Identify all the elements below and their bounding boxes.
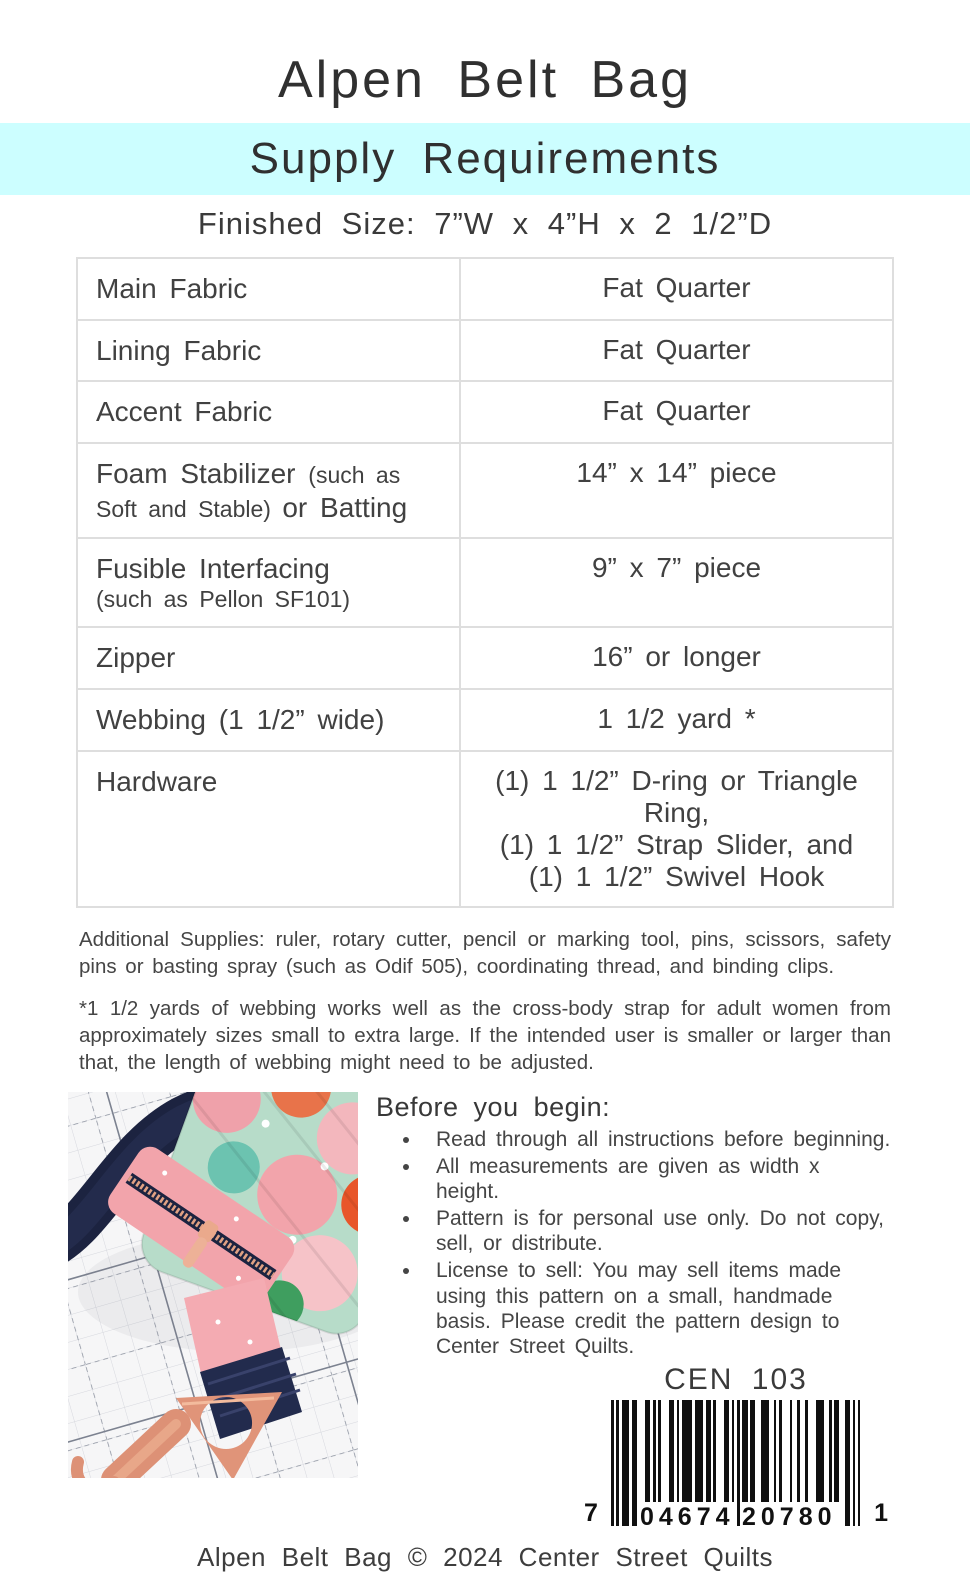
quantity-cell: Fat Quarter bbox=[460, 381, 893, 443]
pattern-supply-page bbox=[0, 51, 970, 1573]
banner-label: Supply Requirements bbox=[249, 134, 721, 184]
table-row bbox=[77, 443, 893, 538]
before-you-begin-heading: Before you begin: bbox=[376, 1091, 611, 1122]
table-row bbox=[77, 689, 893, 751]
table-row bbox=[77, 320, 893, 382]
barcode-left-digit: 7 bbox=[584, 1499, 598, 1528]
upc-barcode bbox=[586, 1400, 886, 1530]
copyright-footer: Alpen Belt Bag © 2024 Center Street Quilts bbox=[197, 1542, 773, 1573]
before-you-begin-section bbox=[376, 1092, 892, 1531]
supply-table-body bbox=[77, 258, 893, 907]
table-row bbox=[77, 381, 893, 443]
webbing-length-note: *1 1/2 yards of webbing works well as the cross-body strap for adult women from approximately sizes small to extra large. If the intended user is smaller or larger than that, the length of webbing might need to be adjusted. bbox=[79, 997, 891, 1075]
quantity-cell: 14” x 14” piece bbox=[460, 443, 893, 538]
item-cell: Webbing (1 1/2” wide) bbox=[77, 689, 460, 751]
quantity-cell: Fat Quarter bbox=[460, 320, 893, 382]
belt-bag-photo bbox=[68, 1092, 358, 1478]
barcode-left-group: 04674 bbox=[640, 1503, 735, 1532]
quantity-cell: 16” or longer bbox=[460, 627, 893, 689]
barcode-right-digit: 1 bbox=[874, 1499, 888, 1528]
item-cell: Main Fabric bbox=[77, 258, 460, 320]
product-code: CEN 103 bbox=[664, 1363, 808, 1397]
item-cell: Fusible Interfacing (such as Pellon SF101) bbox=[77, 538, 460, 627]
list-item: • All measurements are given as width x height. bbox=[422, 1154, 892, 1204]
additional-supplies-note: Additional Supplies: ruler, rotary cutter, pencil or marking tool, pins, scissors, safety pins or basting spray (such as Odif 505), coordinating thread, and binding clips. bbox=[79, 928, 891, 979]
quantity-cell: 9” x 7” piece bbox=[460, 538, 893, 627]
barcode-right-group: 20780 bbox=[742, 1503, 837, 1532]
item-cell: Lining Fabric bbox=[77, 320, 460, 382]
supply-requirements-banner bbox=[0, 123, 970, 195]
list-item: • License to sell: You may sell items made using this pattern on a small, handmade basis. Please credit the pattern design to Center Street Quilts. bbox=[422, 1258, 892, 1359]
page-title: Alpen Belt Bag bbox=[277, 51, 693, 109]
list-item: • Read through all instructions before beginning. bbox=[422, 1127, 892, 1152]
table-row bbox=[77, 538, 893, 627]
table-row bbox=[77, 627, 893, 689]
bottom-section bbox=[68, 1092, 892, 1531]
supply-table bbox=[76, 257, 894, 908]
item-cell: Accent Fabric bbox=[77, 381, 460, 443]
finished-size-line: Finished Size: 7”W x 4”H x 2 1/2”D bbox=[197, 206, 773, 242]
item-cell: Hardware bbox=[77, 751, 460, 908]
quantity-cell: Fat Quarter bbox=[460, 258, 893, 320]
product-code-block bbox=[586, 1363, 886, 1530]
item-cell: Foam Stabilizer (such as Soft and Stable) or Batting bbox=[77, 443, 460, 538]
before-you-begin-list bbox=[376, 1127, 892, 1360]
quantity-cell: 1 1/2 yard * bbox=[460, 689, 893, 751]
table-row bbox=[77, 751, 893, 908]
table-row bbox=[77, 258, 893, 320]
list-item: • Pattern is for personal use only. Do not copy, sell, or distribute. bbox=[422, 1206, 892, 1256]
quantity-cell: (1) 1 1/2” D-ring or Triangle Ring, (1) 1 1/2” Strap Slider, and (1) 1 1/2” Swivel Hook bbox=[460, 751, 893, 908]
item-cell: Zipper bbox=[77, 627, 460, 689]
